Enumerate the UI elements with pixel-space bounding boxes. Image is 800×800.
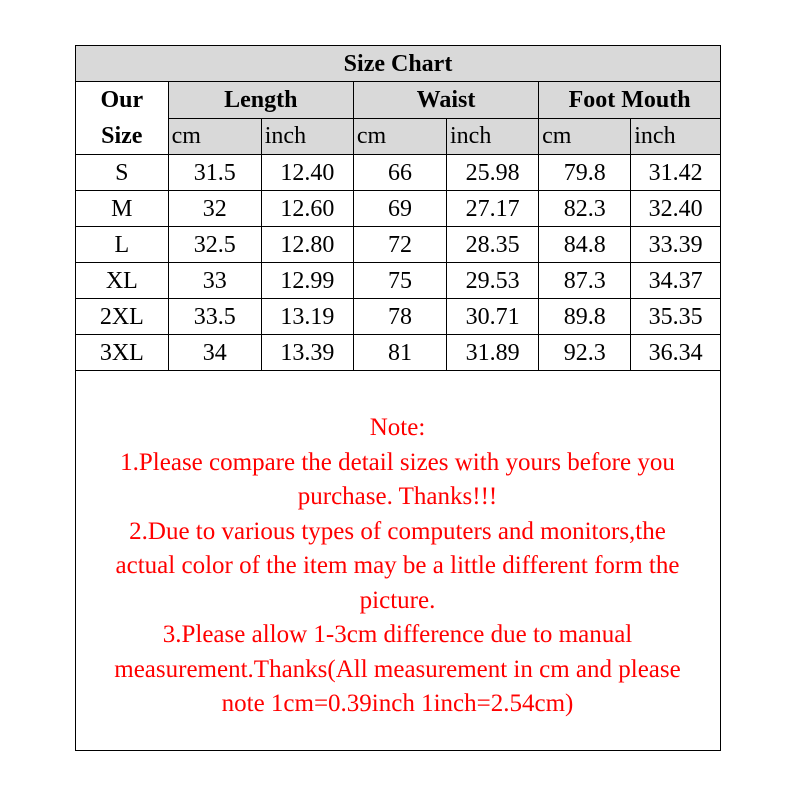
note-3-line-2: measurement.Thanks(All measurement in cm and please [114,655,681,683]
foot-cm-cell: 92.3 [539,335,631,371]
waist-cm-cell: 69 [353,191,446,227]
note-heading: Note: [369,414,426,441]
length-inch-cell: 13.19 [261,299,353,335]
notes-section [76,411,719,722]
unit-header-row [76,118,720,155]
length-inch-cell: 12.99 [261,263,353,299]
foot-cm-cell: 84.8 [539,227,631,263]
table-row [76,299,720,335]
length-cm-header: cm [168,118,261,155]
our-size-line1: Our [100,87,144,113]
foot-inch-header: inch [631,118,720,155]
table-row [76,335,720,371]
waist-inch-cell: 31.89 [447,335,539,371]
length-header: Length [168,82,353,119]
waist-cm-cell: 75 [353,263,446,299]
waist-inch-cell: 25.98 [447,155,539,191]
foot-cm-cell: 82.3 [539,191,631,227]
foot-inch-cell: 31.42 [631,155,720,191]
waist-cm-header: cm [353,118,446,155]
length-inch-cell: 13.39 [261,335,353,371]
note-3-line-1: 3.Please allow 1-3cm difference due to manual [162,621,633,648]
note-1-line-2: purchase. Thanks!!! [297,483,498,510]
length-inch-header: inch [261,118,353,155]
length-inch-cell: 12.60 [261,191,353,227]
note-2-line-1: 2.Due to various types of computers and monitors,the [129,517,666,545]
waist-cm-cell: 81 [353,335,446,371]
size-label: M [76,191,168,227]
length-inch-cell: 12.40 [261,155,353,191]
size-label: S [76,155,168,191]
length-cm-cell: 34 [168,335,261,371]
foot-inch-cell: 36.34 [631,335,720,371]
size-chart [75,45,721,751]
our-size-header [76,82,168,155]
our-size-line2: Size [101,123,143,149]
note-2-line-2: actual color of the item may be a little different form the [115,552,680,579]
table-row [76,191,720,227]
title-row [76,46,720,82]
waist-inch-cell: 27.17 [447,191,539,227]
waist-cm-cell: 66 [353,155,446,191]
size-label: L [76,227,168,263]
length-cm-cell: 33.5 [168,299,261,335]
foot-inch-cell: 35.35 [631,299,720,335]
size-label: XL [76,263,168,299]
foot-cm-header: cm [539,118,631,155]
waist-inch-cell: 29.53 [447,263,539,299]
table-title: Size Chart [76,46,720,82]
length-cm-cell: 33 [168,263,261,299]
foot-mouth-header: Foot Mouth [539,82,720,119]
length-cm-cell: 32 [168,191,261,227]
waist-inch-header: inch [447,118,539,155]
note-1-line-1: 1.Please compare the detail sizes with yours before you [120,448,675,476]
length-inch-cell: 12.80 [261,227,353,263]
foot-cm-cell: 89.8 [539,299,631,335]
waist-header: Waist [353,82,538,119]
note-3-line-3: note 1cm=0.39inch 1inch=2.54cm) [221,690,574,717]
foot-cm-cell: 79.8 [539,155,631,191]
size-label: 2XL [76,299,168,335]
foot-inch-cell: 32.40 [631,191,720,227]
waist-inch-cell: 28.35 [447,227,539,263]
foot-inch-cell: 33.39 [631,227,720,263]
length-cm-cell: 32.5 [168,227,261,263]
waist-cm-cell: 72 [353,227,446,263]
waist-cm-cell: 78 [353,299,446,335]
size-label: 3XL [76,335,168,371]
foot-inch-cell: 34.37 [631,263,720,299]
waist-inch-cell: 30.71 [447,299,539,335]
size-table [76,46,720,371]
foot-cm-cell: 87.3 [539,263,631,299]
table-row [76,227,720,263]
table-row [76,155,720,191]
table-row [76,263,720,299]
note-2-line-3: picture. [359,586,436,614]
group-header-row [76,82,720,119]
length-cm-cell: 31.5 [168,155,261,191]
